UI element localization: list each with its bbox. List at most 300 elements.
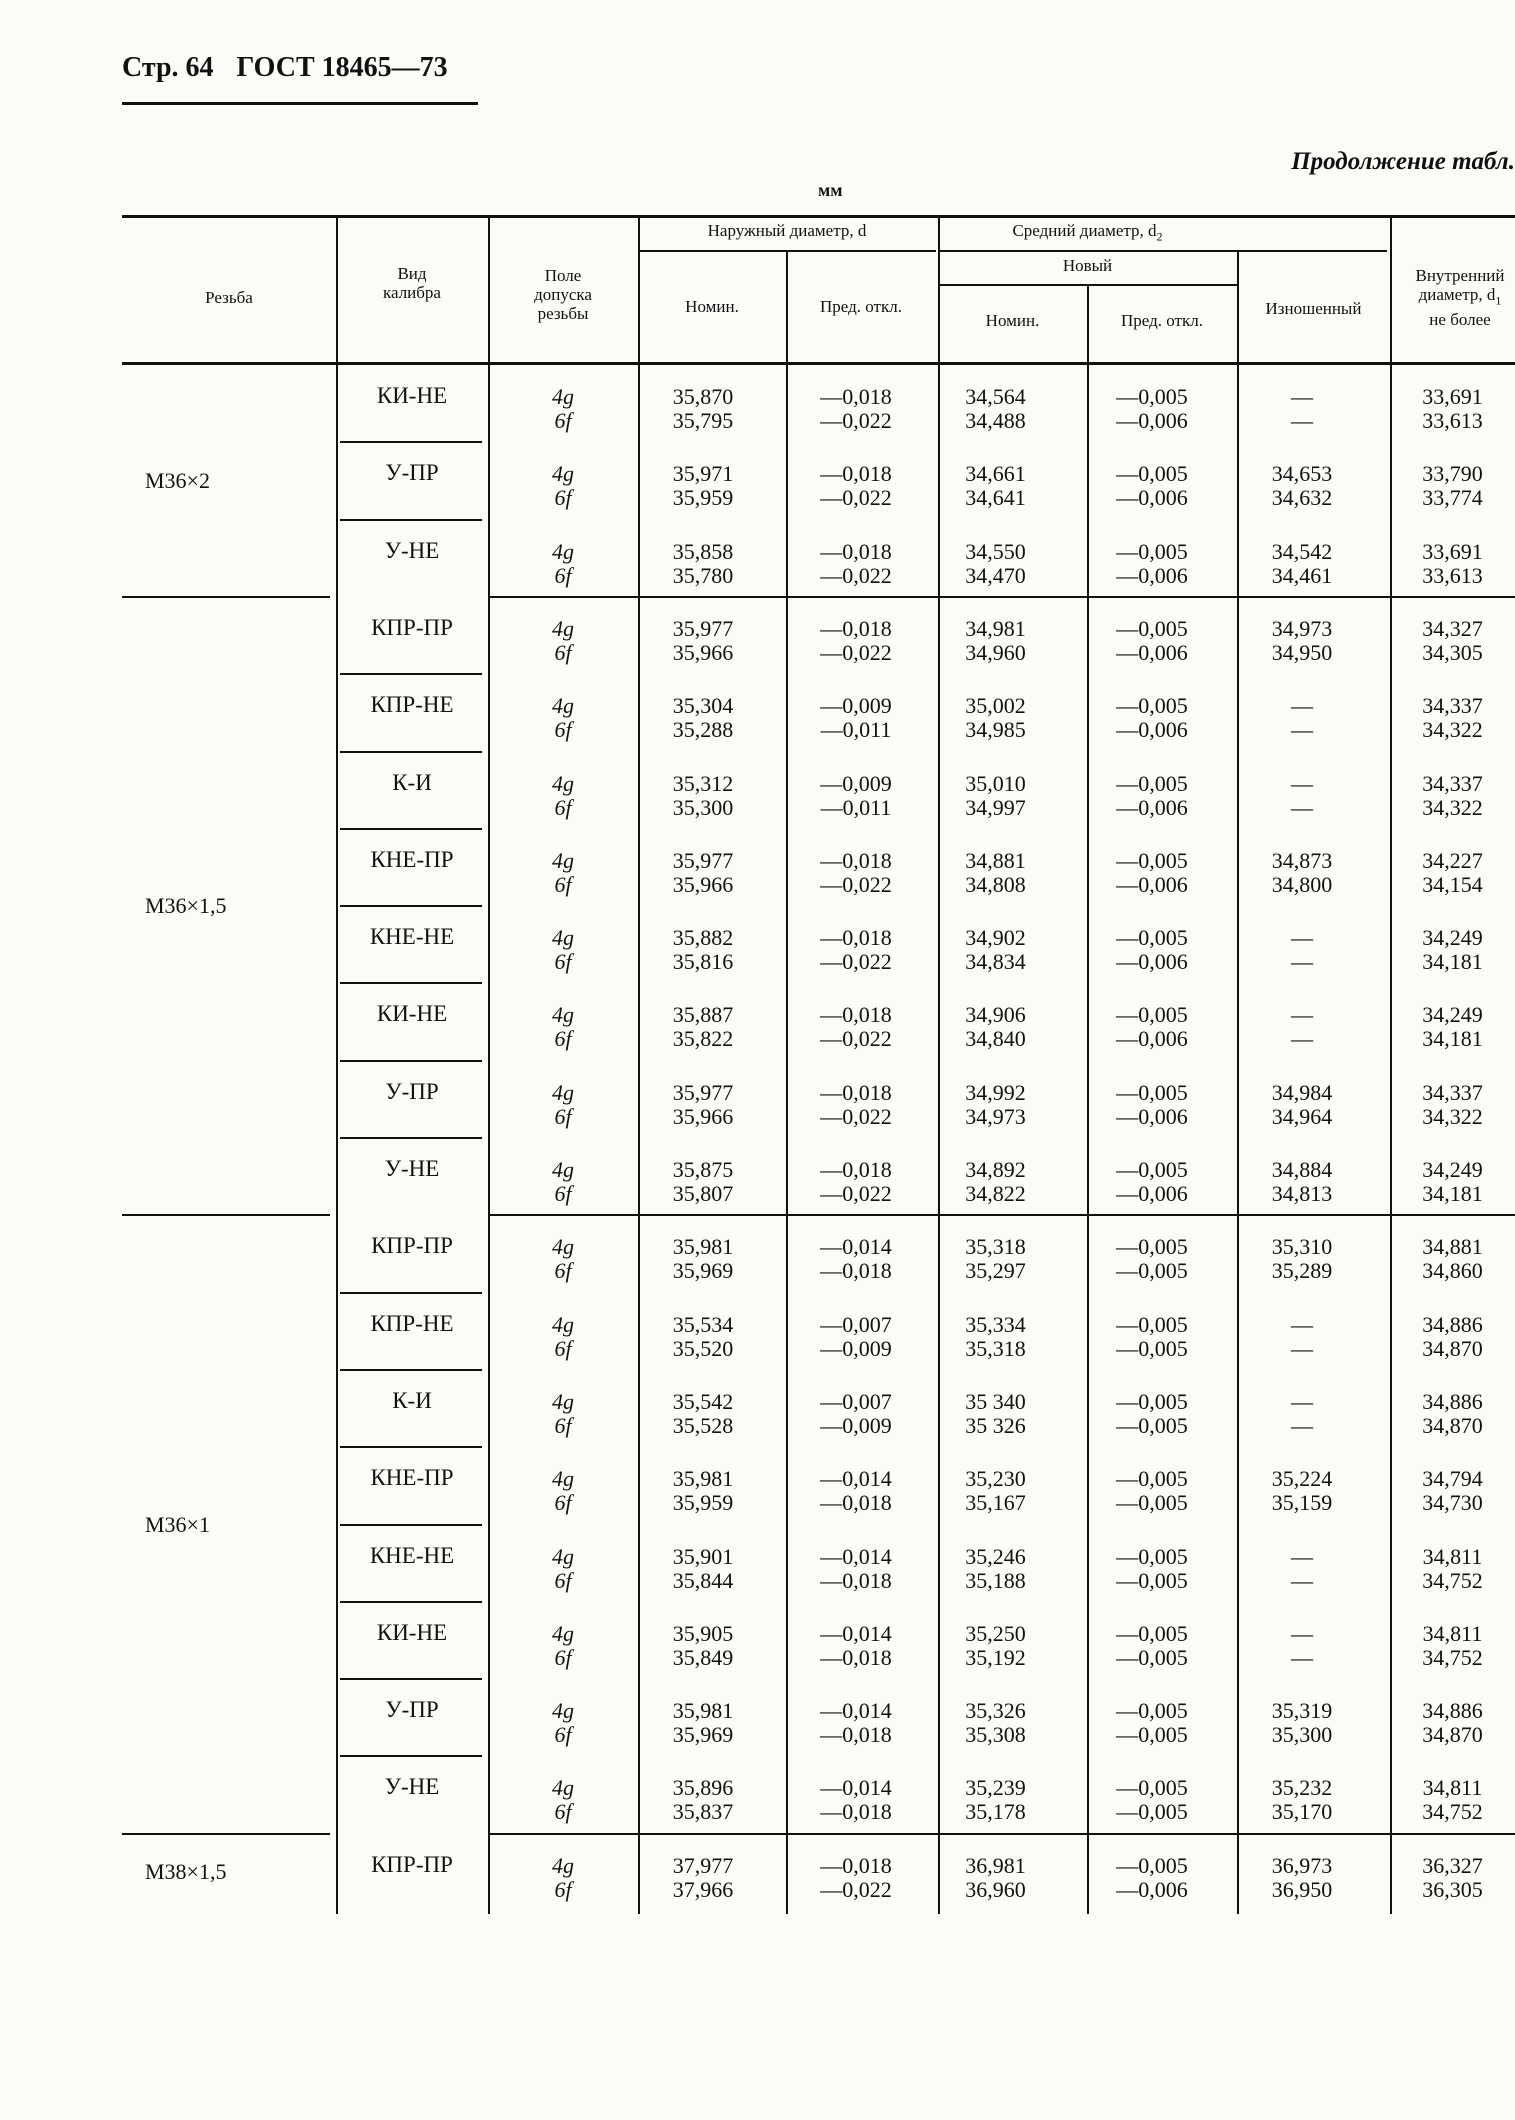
- inner-diameter-value: 34,886: [1422, 1698, 1483, 1724]
- outer-nominal-value: 35,971: [672, 461, 734, 487]
- mid-deviation-value: —0,006: [1116, 949, 1188, 975]
- mid-deviation-value: —0,006: [1116, 1876, 1188, 1902]
- tolerance-value: 4g: [552, 1002, 574, 1028]
- thread-label: М36×1: [145, 1511, 210, 1537]
- inner-diameter-value: 34,337: [1422, 770, 1483, 796]
- tolerance-value: 4g: [552, 693, 574, 719]
- mid-deviation-value: —0,005: [1116, 538, 1188, 564]
- mid-nominal-header: Номин.: [985, 311, 1040, 330]
- rule: [340, 519, 482, 521]
- mid-deviation-value: —0,006: [1116, 717, 1188, 743]
- worn-value: 34,461: [1271, 562, 1333, 588]
- gauge-type: У-ПР: [385, 1697, 439, 1723]
- worn-value: —: [1291, 949, 1313, 975]
- column-rule: [638, 362, 640, 1914]
- outer-deviation-value: —0,018: [820, 925, 892, 951]
- rule: [340, 1524, 482, 1526]
- tolerance-value: 4g: [552, 1311, 574, 1337]
- mid-nominal-value: 34,641: [965, 485, 1026, 511]
- outer-deviation-value: —0,018: [820, 1799, 892, 1825]
- outer-nominal-value: 35,542: [672, 1388, 734, 1414]
- rule: [340, 1446, 482, 1448]
- mid-nominal-value: 35,178: [965, 1799, 1026, 1825]
- tolerance-value: 4g: [552, 1234, 574, 1260]
- tolerance-column-header: Поле допуска резьбы: [534, 266, 592, 323]
- mid-deviation-value: —0,006: [1116, 562, 1188, 588]
- mid-nominal-value: 34,960: [965, 639, 1026, 665]
- gauge-type: У-НЕ: [384, 537, 440, 563]
- outer-nominal-value: 35,875: [672, 1157, 734, 1182]
- tolerance-value: 4g: [552, 847, 574, 873]
- outer-nominal-value: 35,901: [672, 1543, 734, 1569]
- outer-deviation-value: —0,018: [820, 1002, 892, 1028]
- mid-deviation-value: —0,006: [1116, 1103, 1188, 1129]
- mid-nominal-value: 35,188: [965, 1567, 1026, 1593]
- worn-value: —: [1291, 1543, 1313, 1569]
- column-rule: [786, 362, 788, 1914]
- tolerance-value: 4g: [552, 615, 574, 641]
- mid-deviation-value: —0,005: [1116, 384, 1188, 409]
- mid-nominal-value: 35,167: [965, 1490, 1026, 1516]
- outer-nominal-value: 35,858: [672, 538, 734, 564]
- outer-nominal-value: 35,966: [672, 1103, 734, 1129]
- inner-diameter-value: 36,327: [1422, 1852, 1483, 1878]
- inner-diameter-value: 34,860: [1422, 1258, 1483, 1284]
- inner-diameter-value: 33,613: [1422, 562, 1483, 588]
- rule: [490, 596, 1515, 598]
- outer-nominal-value: 35,887: [672, 1002, 734, 1028]
- outer-deviation-value: —0,009: [820, 1335, 892, 1361]
- tolerance-value: 6f: [554, 871, 572, 897]
- mid-deviation-value: —0,005: [1116, 1412, 1188, 1438]
- worn-value: —: [1291, 925, 1313, 951]
- inner-diameter-value: 33,790: [1422, 461, 1483, 487]
- outer-nominal-value: 35,981: [672, 1234, 734, 1260]
- inner-diameter-header: Внутренний диаметр, $d_1$ не более: [1415, 266, 1505, 330]
- outer-deviation-value: —0,014: [820, 1775, 892, 1801]
- mid-deviation-value: —0,005: [1116, 1388, 1188, 1414]
- inner-diameter-value: 34,322: [1422, 717, 1483, 743]
- mid-deviation-value: —0,005: [1116, 1852, 1188, 1878]
- outer-nominal-value: 35,981: [672, 1698, 734, 1724]
- inner-diameter-value: 34,327: [1422, 615, 1483, 641]
- inner-diameter-subscript: 1: [1495, 293, 1502, 308]
- tolerance-value: 4g: [552, 538, 574, 564]
- mid-nominal-value: 35,318: [965, 1234, 1026, 1260]
- units-label: мм: [818, 180, 843, 200]
- outer-nominal-value: 35,977: [672, 615, 734, 641]
- inner-diameter-value: 36,305: [1422, 1876, 1483, 1902]
- mid-nominal-value: 34,470: [965, 562, 1026, 588]
- worn-value: —: [1291, 384, 1313, 409]
- rule: [122, 362, 1515, 365]
- inner-diameter-value: 34,730: [1422, 1490, 1483, 1516]
- tolerance-value: 4g: [552, 1079, 574, 1105]
- mid-nominal-value: 34,808: [965, 871, 1026, 897]
- gauge-type: КПР-ПР: [371, 1851, 453, 1877]
- tolerance-value: 4g: [552, 1466, 574, 1492]
- tolerance-value: 4g: [552, 1543, 574, 1569]
- worn-value: 35,310: [1271, 1234, 1333, 1260]
- tolerance-value: 6f: [554, 717, 572, 743]
- outer-deviation-value: —0,009: [820, 770, 892, 796]
- rule: [340, 1755, 482, 1757]
- gauge-type: КИ-НЕ: [376, 383, 448, 408]
- outer-deviation-value: —0,022: [820, 485, 892, 511]
- inner-diameter-value: 34,305: [1422, 639, 1483, 665]
- inner-diameter-value: 34,811: [1422, 1775, 1483, 1801]
- rule: [490, 1214, 1515, 1216]
- mid-nominal-value: 34,488: [965, 408, 1026, 433]
- mid-deviation-value: —0,005: [1116, 1698, 1188, 1724]
- gauge-type: КНЕ-ПР: [370, 1465, 454, 1491]
- mid-deviation-value: —0,005: [1116, 1644, 1188, 1670]
- column-rule: [1087, 362, 1089, 1914]
- tolerance-value: 6f: [554, 1103, 572, 1129]
- tolerance-value: 4g: [552, 1157, 574, 1182]
- outer-deviation-value: —0,022: [820, 1876, 892, 1902]
- mid-deviation-value: —0,005: [1116, 847, 1188, 873]
- worn-value: 34,542: [1271, 538, 1333, 564]
- inner-diameter-value: 34,249: [1422, 1157, 1483, 1182]
- mid-nominal-value: 34,997: [965, 794, 1026, 820]
- mid-deviation-value: —0,005: [1116, 1543, 1188, 1569]
- gauge-type: У-ПР: [385, 1078, 439, 1104]
- tolerance-value: 4g: [552, 1388, 574, 1414]
- outer-nominal-value: 35,969: [672, 1722, 734, 1748]
- inner-diameter-value: 34,322: [1422, 1103, 1483, 1129]
- outer-deviation-value: —0,018: [820, 1157, 892, 1182]
- tolerance-value: 6f: [554, 1258, 572, 1284]
- worn-value: 35,232: [1271, 1775, 1333, 1801]
- outer-diameter-header: Наружный диаметр, d: [707, 221, 867, 240]
- tolerance-value: 4g: [552, 461, 574, 487]
- tolerance-value: 4g: [552, 1698, 574, 1724]
- inner-diameter-value: 33,774: [1422, 485, 1483, 511]
- mid-deviation-value: —0,006: [1116, 485, 1188, 511]
- tolerance-value: 6f: [554, 1026, 572, 1052]
- tolerance-value: 6f: [554, 408, 572, 433]
- gauge-type: КНЕ-НЕ: [369, 1542, 455, 1568]
- worn-value: —: [1291, 1620, 1313, 1646]
- column-rule: [1237, 362, 1239, 1914]
- outer-deviation-value: —0,014: [820, 1698, 892, 1724]
- rule: [122, 215, 1515, 218]
- rule: [122, 1214, 330, 1216]
- mid-deviation-value: —0,006: [1116, 794, 1188, 820]
- tolerance-value: 6f: [554, 1335, 572, 1361]
- inner-diameter-value: 34,181: [1422, 1181, 1483, 1206]
- tolerance-value: 6f: [554, 639, 572, 665]
- tolerance-value: 4g: [552, 1852, 574, 1878]
- tolerance-value: 4g: [552, 384, 574, 409]
- mid-nominal-value: 35,308: [965, 1722, 1026, 1748]
- thread-label: М36×1,5: [145, 893, 227, 919]
- mid-deviation-value: —0,005: [1116, 461, 1188, 487]
- inner-diameter-value: 34,870: [1422, 1335, 1483, 1361]
- outer-deviation-value: —0,014: [820, 1620, 892, 1646]
- mid-deviation-value: —0,005: [1116, 1722, 1188, 1748]
- mid-deviation-value: —0,005: [1116, 1490, 1188, 1516]
- worn-value: —: [1291, 1335, 1313, 1361]
- thread-column-header: Резьба: [205, 288, 253, 307]
- inner-diameter-value: 34,752: [1422, 1567, 1483, 1593]
- inner-diameter-value: 34,886: [1422, 1388, 1483, 1414]
- worn-value: 35,319: [1271, 1698, 1333, 1724]
- outer-nominal-value: 35,844: [672, 1567, 734, 1593]
- table-continuation-label: Продолжение табл.: [1291, 148, 1515, 175]
- inner-diameter-value: 33,613: [1422, 408, 1483, 433]
- outer-nominal-header: Номин.: [685, 297, 739, 316]
- mid-nominal-value: 35,318: [965, 1335, 1026, 1361]
- outer-nominal-value: 35,837: [672, 1799, 734, 1825]
- worn-value: —: [1291, 794, 1313, 820]
- tolerance-value: 6f: [554, 1722, 572, 1748]
- mid-nominal-value: 35,192: [965, 1644, 1026, 1670]
- worn-value: —: [1291, 770, 1313, 796]
- mid-deviation-value: —0,006: [1116, 1026, 1188, 1052]
- outer-nominal-value: 35,870: [672, 384, 734, 409]
- worn-value: —: [1291, 1567, 1313, 1593]
- rule: [340, 441, 482, 443]
- mid-diameter-subscript: 2: [1156, 229, 1163, 244]
- mid-deviation-value: —0,006: [1116, 1181, 1188, 1206]
- outer-nominal-value: 35,849: [672, 1644, 734, 1670]
- worn-value: 36,973: [1271, 1852, 1333, 1878]
- worn-value: 35,289: [1271, 1258, 1333, 1284]
- thread-label: М38×1,5: [145, 1859, 227, 1885]
- rule: [340, 673, 482, 675]
- mid-nominal-value: 36,960: [965, 1876, 1026, 1902]
- gauge-type: КПР-НЕ: [370, 692, 454, 718]
- mid-deviation-value: —0,005: [1116, 693, 1188, 719]
- rule: [340, 1601, 482, 1603]
- outer-deviation-value: —0,022: [820, 408, 892, 433]
- mid-nominal-value: 34,834: [965, 949, 1026, 975]
- worn-value: 34,813: [1271, 1181, 1333, 1206]
- outer-nominal-value: 35,312: [672, 770, 734, 796]
- mid-nominal-value: 35,297: [965, 1258, 1026, 1284]
- mid-nominal-value: 35,246: [965, 1543, 1026, 1569]
- outer-nominal-value: 35,304: [672, 693, 734, 719]
- outer-nominal-value: 35,981: [672, 1466, 734, 1492]
- mid-deviation-header: Пред. откл.: [1121, 311, 1203, 330]
- mid-deviation-value: —0,005: [1116, 770, 1188, 796]
- outer-nominal-value: 35,966: [672, 639, 734, 665]
- mid-deviation-value: —0,006: [1116, 639, 1188, 665]
- worn-value: 34,800: [1271, 871, 1333, 897]
- tolerance-value: 6f: [554, 1412, 572, 1438]
- outer-deviation-value: —0,022: [820, 639, 892, 665]
- document-code: ГОСТ 18465—73: [236, 52, 448, 83]
- mid-nominal-value: 34,881: [965, 847, 1026, 873]
- mid-deviation-value: —0,005: [1116, 615, 1188, 641]
- outer-deviation-value: —0,018: [820, 384, 892, 409]
- gauge-type: У-ПР: [385, 460, 439, 486]
- worn-value: 35,224: [1271, 1466, 1333, 1492]
- mid-deviation-value: —0,006: [1116, 408, 1188, 433]
- rule: [122, 1833, 330, 1835]
- tolerance-value: 6f: [554, 949, 572, 975]
- mid-deviation-value: —0,006: [1116, 871, 1188, 897]
- inner-diameter-value: 34,249: [1422, 1002, 1483, 1028]
- mid-deviation-value: —0,005: [1116, 1335, 1188, 1361]
- tolerance-value: 6f: [554, 1876, 572, 1902]
- gauge-type: КПР-ПР: [371, 614, 453, 640]
- outer-deviation-value: —0,018: [820, 1490, 892, 1516]
- mid-nominal-value: 34,564: [965, 384, 1026, 409]
- tolerance-value: 4g: [552, 925, 574, 951]
- mid-nominal-value: 34,992: [965, 1079, 1026, 1105]
- mid-nominal-value: 35,334: [965, 1311, 1026, 1337]
- inner-diameter-value: 34,181: [1422, 949, 1483, 975]
- outer-nominal-value: 35,896: [672, 1775, 734, 1801]
- rule: [340, 982, 482, 984]
- outer-nominal-value: 35,905: [672, 1620, 734, 1646]
- mid-deviation-value: —0,005: [1116, 925, 1188, 951]
- rule: [340, 1137, 482, 1139]
- mid-nominal-value: 34,661: [965, 461, 1026, 487]
- outer-deviation-value: —0,014: [820, 1234, 892, 1260]
- outer-nominal-value: 35,959: [672, 1490, 734, 1516]
- gauge-type: КНЕ-НЕ: [369, 924, 455, 950]
- mid-nominal-value: 35,010: [965, 770, 1026, 796]
- mid-nominal-value: 35 340: [965, 1388, 1026, 1414]
- tolerance-value: 6f: [554, 562, 572, 588]
- worn-value: 35,159: [1271, 1490, 1333, 1516]
- inner-diameter-value: 34,249: [1422, 925, 1483, 951]
- gauge-type: КПР-ПР: [371, 1233, 453, 1259]
- outer-deviation-value: —0,018: [820, 1722, 892, 1748]
- outer-deviation-value: —0,014: [820, 1543, 892, 1569]
- outer-deviation-value: —0,011: [820, 794, 892, 820]
- tolerance-value: 6f: [554, 794, 572, 820]
- inner-diameter-value: 34,881: [1422, 1234, 1483, 1260]
- column-rule: [1390, 362, 1392, 1914]
- outer-nominal-value: 35,300: [672, 794, 734, 820]
- tolerance-value: 4g: [552, 770, 574, 796]
- gauge-type: К-И: [392, 1387, 432, 1413]
- outer-nominal-value: 35,882: [672, 925, 734, 951]
- mid-deviation-value: —0,005: [1116, 1157, 1188, 1182]
- column-rule: [336, 362, 338, 1914]
- inner-diameter-value: 34,227: [1422, 847, 1483, 873]
- worn-value: —: [1291, 1412, 1313, 1438]
- inner-diameter-value: 34,181: [1422, 1026, 1483, 1052]
- outer-nominal-value: 35,977: [672, 847, 734, 873]
- gauge-type: У-НЕ: [384, 1774, 440, 1800]
- outer-nominal-value: 35,780: [672, 562, 734, 588]
- worn-value: 35,170: [1271, 1799, 1333, 1825]
- rule: [122, 596, 330, 598]
- outer-nominal-value: 35,959: [672, 485, 734, 511]
- outer-deviation-value: —0,022: [820, 562, 892, 588]
- outer-nominal-value: 35,534: [672, 1311, 734, 1337]
- mid-nominal-value: 34,822: [965, 1181, 1026, 1206]
- mid-deviation-value: —0,005: [1116, 1234, 1188, 1260]
- mid-deviation-value: —0,005: [1116, 1002, 1188, 1028]
- outer-nominal-value: 35,966: [672, 871, 734, 897]
- gauge-type: К-И: [392, 769, 432, 795]
- rule: [340, 1678, 482, 1680]
- gauge-type: КИ-НЕ: [376, 1001, 448, 1027]
- mid-nominal-value: 34,840: [965, 1026, 1026, 1052]
- outer-nominal-value: 35,822: [672, 1026, 734, 1052]
- worn-value: 35,300: [1271, 1722, 1333, 1748]
- worn-value: 34,632: [1271, 485, 1333, 511]
- gauge-type: КПР-НЕ: [370, 1310, 454, 1336]
- mid-deviation-value: —0,005: [1116, 1775, 1188, 1801]
- outer-nominal-value: 35,807: [672, 1181, 734, 1206]
- outer-deviation-value: —0,009: [820, 693, 892, 719]
- tolerance-value: 6f: [554, 1799, 572, 1825]
- outer-deviation-value: —0,022: [820, 1181, 892, 1206]
- mid-nominal-value: 34,981: [965, 615, 1026, 641]
- outer-deviation-value: —0,018: [820, 1644, 892, 1670]
- mid-nominal-value: 34,892: [965, 1157, 1026, 1182]
- outer-nominal-value: 35,520: [672, 1335, 734, 1361]
- outer-nominal-value: 37,977: [672, 1852, 734, 1878]
- inner-diameter-value: 34,811: [1422, 1543, 1483, 1569]
- mid-deviation-value: —0,005: [1116, 1799, 1188, 1825]
- inner-diameter-value: 34,337: [1422, 1079, 1483, 1105]
- worn-value: 34,950: [1271, 639, 1333, 665]
- mid-nominal-value: 35,230: [965, 1466, 1026, 1492]
- inner-diameter-value: 34,752: [1422, 1644, 1483, 1670]
- outer-deviation-value: —0,022: [820, 871, 892, 897]
- inner-diameter-value: 34,752: [1422, 1799, 1483, 1825]
- mid-deviation-value: —0,005: [1116, 1258, 1188, 1284]
- outer-deviation-value: —0,011: [820, 717, 892, 743]
- tolerance-value: 4g: [552, 1620, 574, 1646]
- page-header: [122, 52, 478, 105]
- thread-label: М36×2: [145, 467, 210, 493]
- new-header: Новый: [1062, 256, 1113, 275]
- outer-deviation-value: —0,007: [820, 1311, 892, 1337]
- rule: [340, 1060, 482, 1062]
- worn-value: —: [1291, 717, 1313, 743]
- gauge-type: КИ-НЕ: [376, 1619, 448, 1645]
- tolerance-value: 6f: [554, 1567, 572, 1593]
- inner-diameter-value: 33,691: [1422, 384, 1483, 409]
- mid-deviation-value: —0,005: [1116, 1466, 1188, 1492]
- mid-nominal-value: 34,985: [965, 717, 1026, 743]
- outer-nominal-value: 35,969: [672, 1258, 734, 1284]
- worn-value: 34,884: [1271, 1157, 1333, 1182]
- tolerance-value: 6f: [554, 1490, 572, 1516]
- outer-deviation-header: Пред. откл.: [820, 297, 902, 316]
- outer-deviation-value: —0,018: [820, 1567, 892, 1593]
- worn-value: —: [1291, 1388, 1313, 1414]
- tolerance-value: 6f: [554, 1644, 572, 1670]
- outer-nominal-value: 35,528: [672, 1412, 734, 1438]
- outer-deviation-value: —0,018: [820, 1079, 892, 1105]
- mid-nominal-value: 35,250: [965, 1620, 1026, 1646]
- tolerance-value: 4g: [552, 1775, 574, 1801]
- rule: [938, 250, 1387, 252]
- mid-nominal-value: 34,906: [965, 1002, 1026, 1028]
- mid-deviation-value: —0,005: [1116, 1567, 1188, 1593]
- mid-nominal-value: 35,239: [965, 1775, 1026, 1801]
- inner-diameter-value: 33,691: [1422, 538, 1483, 564]
- outer-nominal-value: 37,966: [672, 1876, 734, 1902]
- outer-deviation-value: —0,018: [820, 1852, 892, 1878]
- rule: [340, 1292, 482, 1294]
- column-rule: [488, 362, 490, 1914]
- mid-nominal-value: 34,973: [965, 1103, 1026, 1129]
- outer-deviation-value: —0,007: [820, 1388, 892, 1414]
- page-number: Стр. 64: [122, 52, 214, 83]
